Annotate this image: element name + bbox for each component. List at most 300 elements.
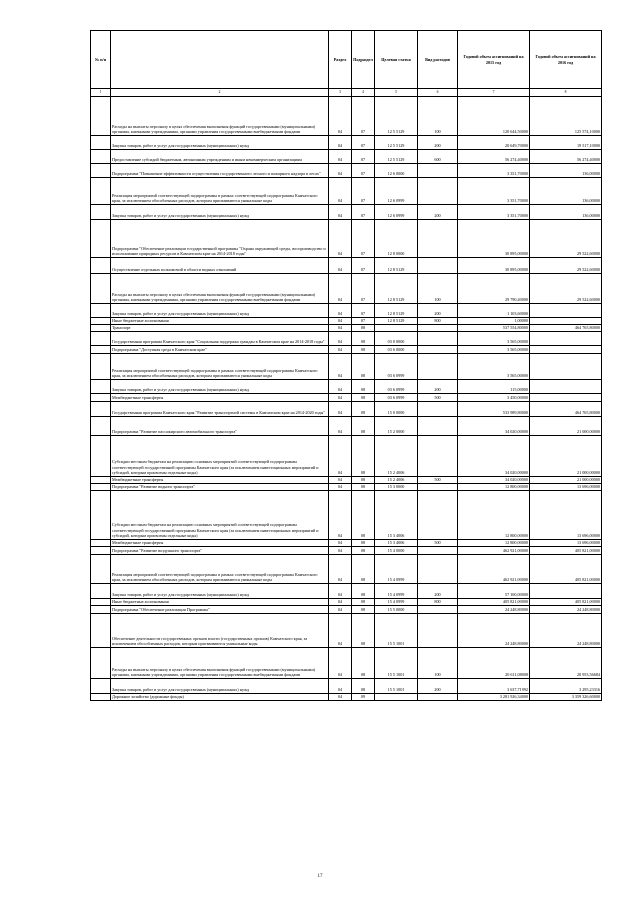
row-amount-2016: 29 522,60000: [530, 258, 602, 274]
row-expense-type: 100: [418, 648, 458, 679]
row-razdel: 04: [329, 318, 352, 325]
row-target-article: [375, 325, 418, 332]
row-name: Подпрограмма "Обеспечение реализации государственной программы "Охрана окружающей среды, воспроизводство и использование природных ресурсов в Камчатском крае на 2014-2018 годы": [111, 220, 329, 258]
row-number: [91, 540, 111, 547]
row-podrazdel: 07: [352, 97, 375, 136]
row-razdel: 04: [329, 354, 352, 380]
row-number: [91, 258, 111, 274]
row-expense-type: 500: [418, 477, 458, 484]
row-name: Реализация мероприятий соответствующей подпрограммы в рамках соответствующей подпрограммы Камчатского края, за исключением обособленных расходов, которым присваиваются уникальные коды: [111, 555, 329, 584]
row-amount-2015: 3 637,71992: [458, 679, 530, 694]
row-amount-2016: 3 295,23316: [530, 679, 602, 694]
row-name: Дорожное хозяйство (дорожные фонды): [111, 694, 329, 701]
column-number: 2: [111, 89, 329, 97]
row-razdel: 04: [329, 614, 352, 648]
row-expense-type: 500: [418, 394, 458, 402]
header-amount-2016: Годовой объем ассигнований на 2016 год: [530, 31, 602, 89]
row-number: [91, 178, 111, 205]
row-amount-2016: 136,00000: [530, 178, 602, 205]
row-amount-2015: 30 895,00000: [458, 258, 530, 274]
row-target-article: 15 4 0999: [375, 555, 418, 584]
row-podrazdel: 08: [352, 614, 375, 648]
row-target-article: 12 5 5129: [375, 136, 418, 150]
table-row: [91, 436, 602, 477]
budget-table: [90, 30, 602, 701]
table-row: [91, 484, 602, 491]
row-amount-2015: 537 554,80000: [458, 325, 530, 332]
column-number: 6: [418, 89, 458, 97]
row-podrazdel: 07: [352, 220, 375, 258]
row-podrazdel: 08: [352, 540, 375, 547]
row-name: Закупка товаров, работ и услуг для государственных (муниципальных) нужд: [111, 584, 329, 599]
row-amount-2015: 34 020,00000: [458, 477, 530, 484]
row-amount-2016: 464 765,80000: [530, 402, 602, 417]
row-amount-2016: 464 765,80000: [530, 325, 602, 332]
row-expense-type: 200: [418, 679, 458, 694]
row-podrazdel: 08: [352, 606, 375, 614]
row-podrazdel: 07: [352, 178, 375, 205]
table-row: [91, 136, 602, 150]
row-razdel: 04: [329, 136, 352, 150]
row-amount-2015: 3 565,00000: [458, 332, 530, 346]
row-number: [91, 417, 111, 436]
row-expense-type: 600: [418, 150, 458, 164]
row-amount-2016: 405 821,00000: [530, 555, 602, 584]
table-row: [91, 547, 602, 555]
row-amount-2016: 405 821,00000: [530, 547, 602, 555]
row-expense-type: [418, 325, 458, 332]
table-row: [91, 614, 602, 648]
row-number: [91, 402, 111, 417]
row-razdel: 04: [329, 484, 352, 491]
row-name: Реализация мероприятий соответствующей подпрограммы в рамках соответствующей подпрограммы Камчатского края, за исключением обособленных расходов, которым присваиваются уникальные коды: [111, 354, 329, 380]
row-razdel: 04: [329, 304, 352, 318]
row-amount-2016: 13 696,00000: [530, 484, 602, 491]
row-name: Закупка товаров, работ и услуг для государственных (муниципальных) нужд: [111, 304, 329, 318]
row-amount-2016: [530, 346, 602, 354]
row-number: [91, 694, 111, 701]
row-expense-type: [418, 220, 458, 258]
column-number: 8: [530, 89, 602, 97]
row-expense-type: 200: [418, 380, 458, 394]
row-amount-2016: [530, 394, 602, 402]
row-target-article: 12 5 5129: [375, 97, 418, 136]
row-podrazdel: 08: [352, 584, 375, 599]
row-razdel: 04: [329, 599, 352, 606]
table-row: [91, 354, 602, 380]
table-row: [91, 477, 602, 484]
row-podrazdel: 08: [352, 354, 375, 380]
row-number: [91, 679, 111, 694]
row-amount-2015: 405 821,00000: [458, 599, 530, 606]
row-name: Реализация мероприятий соответствующей подпрограммы в рамках соответствующей подпрограммы Камчатского края, за исключением обособленных расходов, которым присваиваются уникальные коды: [111, 178, 329, 205]
row-razdel: 04: [329, 679, 352, 694]
row-name: Подпрограмма "Развитие водного транспорта": [111, 484, 329, 491]
row-podrazdel: 08: [352, 380, 375, 394]
table-row: [91, 648, 602, 679]
row-name: Предоставление субсидий бюджетным, автономным учреждениям и иным некоммерческим организациям: [111, 150, 329, 164]
row-amount-2016: 20 953,56684: [530, 648, 602, 679]
table-row: [91, 304, 602, 318]
row-razdel: 04: [329, 205, 352, 220]
row-target-article: 12 8 5129: [375, 318, 418, 325]
row-amount-2015: 120 644,50000: [458, 97, 530, 136]
row-name: Подпрограмма "Развитие пассажирского автомобильного транспорта": [111, 417, 329, 436]
row-amount-2016: [530, 304, 602, 318]
row-number: [91, 491, 111, 540]
row-podrazdel: 08: [352, 436, 375, 477]
row-expense-type: 100: [418, 274, 458, 304]
row-target-article: 12 6 0000: [375, 164, 418, 178]
row-expense-type: [418, 258, 458, 274]
row-name: Закупка товаров, работ и услуг для государственных (муниципальных) нужд: [111, 136, 329, 150]
column-number-row: [91, 89, 602, 97]
row-amount-2016: 13 696,00000: [530, 491, 602, 540]
row-expense-type: [418, 417, 458, 436]
row-amount-2015: 3 351,70000: [458, 164, 530, 178]
row-amount-2016: 56 274,40000: [530, 150, 602, 164]
row-target-article: 15 3 4006: [375, 491, 418, 540]
row-amount-2015: 34 020,00000: [458, 436, 530, 477]
row-amount-2016: [530, 380, 602, 394]
row-number: [91, 394, 111, 402]
table-row: [91, 178, 602, 205]
row-amount-2015: 1 103,60000: [458, 304, 530, 318]
row-target-article: 15 4 0999: [375, 599, 418, 606]
row-podrazdel: 08: [352, 325, 375, 332]
row-amount-2015: 12 800,00000: [458, 484, 530, 491]
row-razdel: 04: [329, 417, 352, 436]
table-row: [91, 402, 602, 417]
row-razdel: 04: [329, 402, 352, 417]
row-name: Подпрограмма "Обеспечение реализации Программы": [111, 606, 329, 614]
row-number: [91, 304, 111, 318]
row-number: [91, 136, 111, 150]
table-row: [91, 258, 602, 274]
row-razdel: 04: [329, 332, 352, 346]
row-expense-type: [418, 346, 458, 354]
row-target-article: 15 5 0000: [375, 606, 418, 614]
row-podrazdel: 07: [352, 304, 375, 318]
table-row: [91, 491, 602, 540]
row-podrazdel: 07: [352, 136, 375, 150]
row-amount-2016: 29 522,60000: [530, 274, 602, 304]
row-target-article: 03 6 0999: [375, 394, 418, 402]
row-amount-2016: 21 000,00000: [530, 417, 602, 436]
row-podrazdel: 08: [352, 417, 375, 436]
row-razdel: 04: [329, 540, 352, 547]
row-podrazdel: 08: [352, 599, 375, 606]
row-expense-type: 500: [418, 540, 458, 547]
table-row: [91, 555, 602, 584]
row-target-article: 15 3 4006: [375, 540, 418, 547]
row-amount-2015: 57 100,00000: [458, 584, 530, 599]
table-row: [91, 318, 602, 325]
row-expense-type: 100: [418, 97, 458, 136]
row-amount-2016: 24 248,80000: [530, 614, 602, 648]
column-number: 7: [458, 89, 530, 97]
row-amount-2016: [530, 318, 602, 325]
table-row: [91, 584, 602, 599]
header-name: [111, 31, 329, 89]
row-amount-2015: 462 921,00000: [458, 547, 530, 555]
row-podrazdel: 08: [352, 679, 375, 694]
row-amount-2015: 1,00000: [458, 318, 530, 325]
column-number: 4: [352, 89, 375, 97]
row-name: Субсидии местным бюджетам на реализацию основных мероприятий соответствующей подпрограммы соответствующей государственной программы Камчатского края (за исключением инвестиционных мероприятий и субсидий, которым присвоены отдельные коды): [111, 436, 329, 477]
row-name: Субсидии местным бюджетам на реализацию основных мероприятий соответствующей подпрограммы соответствующей государственной программы Камчатского края (за исключением инвестиционных мероприятий и субсидий, которым присвоены отдельные коды): [111, 491, 329, 540]
row-expense-type: 200: [418, 136, 458, 150]
row-amount-2016: 19 517,10000: [530, 136, 602, 150]
row-amount-2015: 20 611,08008: [458, 648, 530, 679]
row-expense-type: [418, 694, 458, 701]
row-amount-2015: 533 989,80000: [458, 402, 530, 417]
row-amount-2016: 29 522,60000: [530, 220, 602, 258]
row-name: Закупка товаров, работ и услуг для государственных (муниципальных) нужд: [111, 679, 329, 694]
row-podrazdel: 09: [352, 694, 375, 701]
row-expense-type: [418, 402, 458, 417]
row-name: Иные бюджетные ассигнования: [111, 318, 329, 325]
row-name: Подпрограмма "Повышение эффективности осуществления государственного лесного и пожарного надзора в лесах": [111, 164, 329, 178]
row-razdel: 04: [329, 584, 352, 599]
row-number: [91, 97, 111, 136]
row-podrazdel: 08: [352, 346, 375, 354]
table-row: [91, 346, 602, 354]
row-podrazdel: 07: [352, 318, 375, 325]
row-amount-2015: 29 790,40000: [458, 274, 530, 304]
column-number: 3: [329, 89, 352, 97]
row-razdel: 04: [329, 97, 352, 136]
header-podrazdel: Подраздел: [352, 31, 375, 89]
row-name: Межбюджетные трансферты: [111, 394, 329, 402]
row-expense-type: 200: [418, 304, 458, 318]
row-expense-type: [418, 547, 458, 555]
table-row: [91, 540, 602, 547]
table-row: [91, 164, 602, 178]
row-razdel: 04: [329, 150, 352, 164]
row-podrazdel: 08: [352, 477, 375, 484]
row-razdel: 04: [329, 325, 352, 332]
header-target-article: Целевая статья: [375, 31, 418, 89]
row-amount-2016: 136,00000: [530, 164, 602, 178]
row-amount-2016: [530, 332, 602, 346]
row-expense-type: 800: [418, 318, 458, 325]
table-row: [91, 606, 602, 614]
row-number: [91, 274, 111, 304]
row-razdel: 04: [329, 694, 352, 701]
row-number: [91, 584, 111, 599]
row-podrazdel: 08: [352, 491, 375, 540]
row-podrazdel: 08: [352, 484, 375, 491]
row-expense-type: [418, 555, 458, 584]
row-number: [91, 318, 111, 325]
row-name: Транспорт: [111, 325, 329, 332]
row-number: [91, 325, 111, 332]
row-podrazdel: 08: [352, 547, 375, 555]
column-number: 1: [91, 89, 111, 97]
row-number: [91, 477, 111, 484]
row-razdel: 04: [329, 648, 352, 679]
row-name: Расходы на выплаты персоналу в целях обеспечения выполнения функций государственными (муниципальными) органами, казенными учреждениями, органами управления государственными внебюджетными фондами: [111, 97, 329, 136]
row-amount-2015: 34 020,00000: [458, 417, 530, 436]
row-target-article: 12 8 5129: [375, 274, 418, 304]
row-amount-2015: 3 450,00000: [458, 394, 530, 402]
row-expense-type: [418, 178, 458, 205]
row-razdel: 04: [329, 258, 352, 274]
row-number: [91, 484, 111, 491]
row-target-article: 15 2 4006: [375, 436, 418, 477]
row-name: Обеспечение деятельности государственных органов власти (государственных органов) Камчатского края, за исключением обособленных расходов, которым присваиваются уникальные коды: [111, 614, 329, 648]
row-number: [91, 555, 111, 584]
row-amount-2016: [530, 584, 602, 599]
header-num: № п/п: [91, 31, 111, 89]
table-row: [91, 220, 602, 258]
row-name: Межбюджетные трансферты: [111, 540, 329, 547]
table-row: [91, 205, 602, 220]
row-target-article: 15 2 0000: [375, 417, 418, 436]
table-row: [91, 417, 602, 436]
row-number: [91, 346, 111, 354]
table-row: [91, 150, 602, 164]
row-razdel: 04: [329, 380, 352, 394]
row-razdel: 04: [329, 164, 352, 178]
table-row: [91, 679, 602, 694]
header-razdel: Раздел: [329, 31, 352, 89]
row-target-article: 12 6 0999: [375, 205, 418, 220]
row-amount-2016: 13 696,00000: [530, 540, 602, 547]
row-target-article: 15 5 1001: [375, 614, 418, 648]
row-target-article: 03 6 0999: [375, 354, 418, 380]
row-amount-2016: 405 821,00000: [530, 599, 602, 606]
row-amount-2016: 24 248,80000: [530, 606, 602, 614]
page-number: 17: [317, 874, 323, 879]
row-razdel: 04: [329, 274, 352, 304]
row-name: Осуществление отдельных полномочий в области водных отношений: [111, 258, 329, 274]
row-number: [91, 436, 111, 477]
row-number: [91, 354, 111, 380]
row-amount-2016: 21 000,00000: [530, 436, 602, 477]
row-amount-2016: 125 574,10000: [530, 97, 602, 136]
row-podrazdel: 08: [352, 555, 375, 584]
row-amount-2016: 3 359 326,60000: [530, 694, 602, 701]
table-row: [91, 694, 602, 701]
row-name: Иные бюджетные ассигнования: [111, 599, 329, 606]
row-amount-2015: 115,00000: [458, 380, 530, 394]
row-number: [91, 380, 111, 394]
row-target-article: 12 5 5129: [375, 150, 418, 164]
row-number: [91, 614, 111, 648]
row-expense-type: 200: [418, 584, 458, 599]
row-name: Расходы на выплаты персоналу в целях обеспечения выполнения функций государственными (муниципальными) органами, казенными учреждениями, органами управления государственными внебюджетными фондами: [111, 648, 329, 679]
row-amount-2015: 3 351,70000: [458, 205, 530, 220]
row-target-article: 12 8 5129: [375, 258, 418, 274]
row-podrazdel: 08: [352, 648, 375, 679]
row-number: [91, 332, 111, 346]
row-number: [91, 220, 111, 258]
table-row: [91, 332, 602, 346]
row-amount-2015: 24 248,80000: [458, 614, 530, 648]
row-podrazdel: 08: [352, 402, 375, 417]
row-number: [91, 606, 111, 614]
table-row: [91, 274, 602, 304]
row-number: [91, 599, 111, 606]
row-podrazdel: 07: [352, 150, 375, 164]
row-razdel: 04: [329, 436, 352, 477]
row-expense-type: [418, 491, 458, 540]
row-name: Государственная программа Камчатского края "Социальная поддержка граждан в Камчатском крае на 2014-2018 годы": [111, 332, 329, 346]
row-target-article: 15 0 0000: [375, 402, 418, 417]
row-name: Закупка товаров, работ и услуг для государственных (муниципальных) нужд: [111, 380, 329, 394]
row-podrazdel: 07: [352, 258, 375, 274]
row-name: Подпрограмма "Доступная среда в Камчатском крае": [111, 346, 329, 354]
row-target-article: [375, 694, 418, 701]
row-amount-2015: 12 800,00000: [458, 540, 530, 547]
row-podrazdel: 07: [352, 164, 375, 178]
table-body: [91, 97, 602, 701]
column-number: 5: [375, 89, 418, 97]
row-amount-2016: 136,00000: [530, 205, 602, 220]
row-amount-2015: 3 281 926,34000: [458, 694, 530, 701]
row-number: [91, 205, 111, 220]
row-name: Межбюджетные трансферты: [111, 477, 329, 484]
row-name: Государственная программа Камчатского края "Развитие транспортной системы в Камчатском крае на 2014-2020 годы": [111, 402, 329, 417]
row-amount-2016: [530, 354, 602, 380]
row-amount-2016: 21 000,00000: [530, 477, 602, 484]
row-amount-2015: 20 649,70000: [458, 136, 530, 150]
header-expense-type: Вид расходов: [418, 31, 458, 89]
row-razdel: 04: [329, 491, 352, 540]
row-number: [91, 150, 111, 164]
row-target-article: 12 8 5129: [375, 304, 418, 318]
row-razdel: 04: [329, 178, 352, 205]
row-podrazdel: 07: [352, 274, 375, 304]
row-target-article: 15 3 0000: [375, 484, 418, 491]
row-name: Расходы на выплаты персоналу в целях обеспечения выполнения функций государственными (муниципальными) органами, казенными учреждениями, органами управления государственными внебюджетными фондами: [111, 274, 329, 304]
row-target-article: 12 8 0000: [375, 220, 418, 258]
row-expense-type: [418, 606, 458, 614]
row-razdel: 04: [329, 477, 352, 484]
row-expense-type: [418, 332, 458, 346]
row-razdel: 04: [329, 220, 352, 258]
row-target-article: 15 5 1001: [375, 679, 418, 694]
row-name: Закупка товаров, работ и услуг для государственных (муниципальных) нужд: [111, 205, 329, 220]
row-amount-2015: 462 921,00000: [458, 555, 530, 584]
table-row: [91, 325, 602, 332]
row-razdel: 04: [329, 606, 352, 614]
row-expense-type: [418, 354, 458, 380]
table-row: [91, 394, 602, 402]
row-target-article: 15 5 1001: [375, 648, 418, 679]
row-razdel: 04: [329, 547, 352, 555]
header-row: [91, 31, 602, 89]
row-target-article: 03 0 0000: [375, 332, 418, 346]
row-amount-2015: 30 895,00000: [458, 220, 530, 258]
row-razdel: 04: [329, 346, 352, 354]
row-amount-2015: 3 351,70000: [458, 178, 530, 205]
row-amount-2015: 24 248,80000: [458, 606, 530, 614]
row-podrazdel: 08: [352, 332, 375, 346]
row-expense-type: [418, 614, 458, 648]
row-number: [91, 164, 111, 178]
row-podrazdel: 08: [352, 394, 375, 402]
row-number: [91, 547, 111, 555]
row-amount-2015: 3 565,00000: [458, 346, 530, 354]
row-target-article: 15 4 0999: [375, 584, 418, 599]
table-row: [91, 599, 602, 606]
row-expense-type: [418, 436, 458, 477]
row-expense-type: 800: [418, 599, 458, 606]
row-target-article: 03 6 0999: [375, 380, 418, 394]
